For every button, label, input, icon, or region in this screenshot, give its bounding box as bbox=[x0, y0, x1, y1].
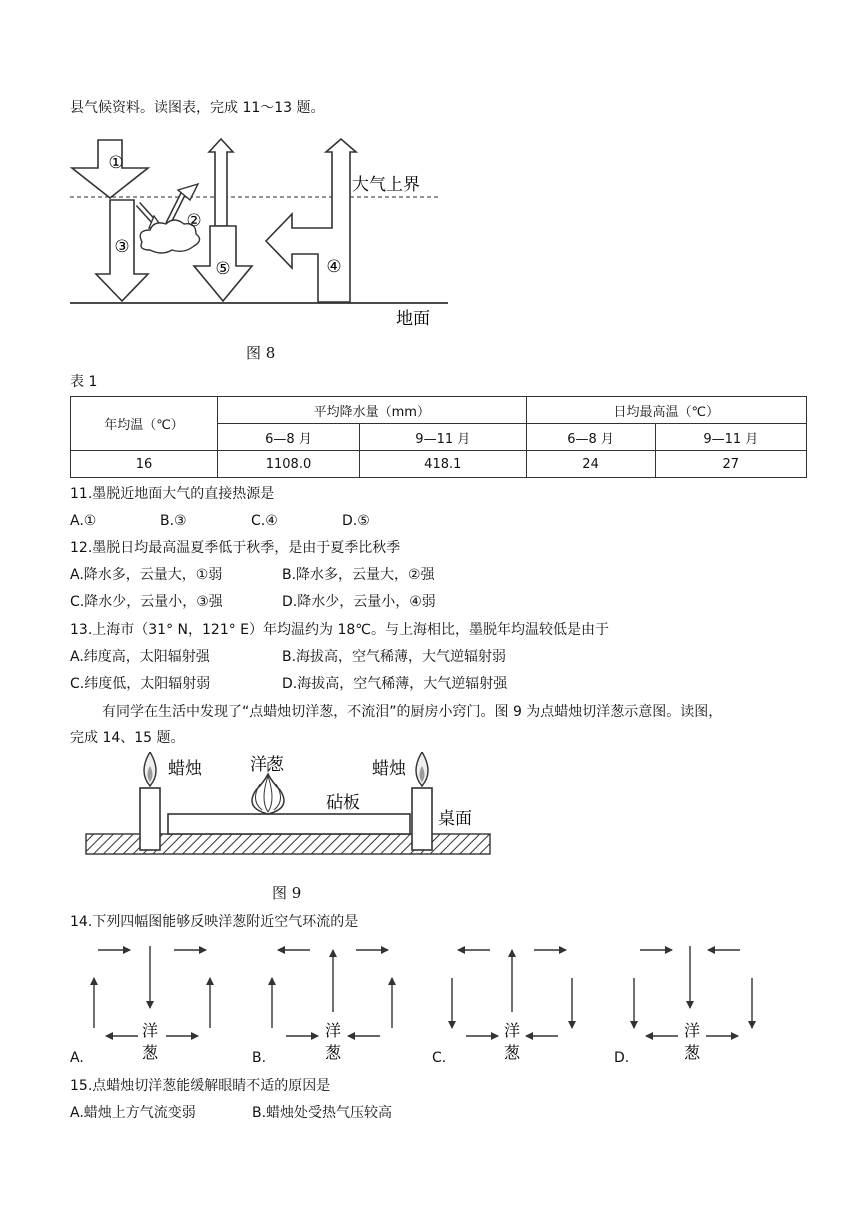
label-1: ① bbox=[108, 153, 124, 173]
q13-option-b: B.海拔高，空气稀薄，大气逆辐射弱 bbox=[282, 649, 507, 665]
onion-label-a2: 葱 bbox=[141, 1043, 159, 1062]
figure-8-caption: 图 8 bbox=[246, 344, 276, 362]
label-board: 砧板 bbox=[326, 793, 360, 813]
arrow-2 bbox=[209, 139, 233, 226]
figure-9-diagram bbox=[76, 752, 496, 902]
q11-stem: 11.墨脱近地面大气的直接热源是 bbox=[70, 486, 275, 502]
q13-option-a: A.纬度高，太阳辐射强 bbox=[70, 649, 210, 665]
passage-2-line-1: 有同学在生活中发现了“点蜡烛切洋葱，不流泪”的厨房小窍门。图 9 为点蜡烛切洋葱示意图。读图， bbox=[102, 704, 723, 720]
q12-option-a: A.降水多，云量大，①弱 bbox=[70, 567, 223, 583]
sub-header: 9—11 月 bbox=[359, 424, 526, 451]
passage-2-line-2: 完成 14、15 题。 bbox=[70, 730, 185, 746]
sub-header: 6—8 月 bbox=[526, 424, 655, 451]
label-candle-left: 蜡烛 bbox=[168, 759, 202, 779]
cell: 27 bbox=[655, 451, 806, 478]
climate-table bbox=[70, 396, 807, 478]
circulation-options bbox=[66, 940, 786, 1070]
q14-option-d: D. bbox=[614, 1050, 630, 1066]
cell: 418.1 bbox=[359, 451, 526, 478]
onion-label-b1: 洋 bbox=[324, 1021, 342, 1040]
label-3: ③ bbox=[114, 237, 130, 257]
onion-icon bbox=[252, 774, 284, 814]
q12-option-b: B.降水多，云量大，②强 bbox=[282, 567, 435, 583]
q15-option-b: B.蜡烛处受热气压较高 bbox=[252, 1105, 393, 1121]
q15-option-a: A.蜡烛上方气流变弱 bbox=[70, 1105, 196, 1121]
label-4: ④ bbox=[326, 257, 342, 277]
intro-text: 县气候资料。读图表，完成 11～13 题。 bbox=[70, 100, 325, 116]
q11-option-b: B.③ bbox=[160, 513, 187, 529]
arrow-4 bbox=[266, 139, 356, 302]
sub-header: 9—11 月 bbox=[655, 424, 806, 451]
onion-label-a1: 洋 bbox=[141, 1021, 159, 1040]
onion-label-c1: 洋 bbox=[503, 1021, 521, 1040]
candle-left bbox=[140, 788, 160, 850]
q14-stem: 14.下列四幅图能够反映洋葱附近空气环流的是 bbox=[70, 914, 359, 930]
header-precip: 平均降水量（mm） bbox=[218, 397, 527, 424]
q12-option-c: C.降水少，云量小，③强 bbox=[70, 594, 223, 610]
q11-option-c: C.④ bbox=[251, 513, 278, 529]
label-desk: 桌面 bbox=[438, 809, 472, 829]
onion-label-b2: 葱 bbox=[324, 1043, 342, 1062]
q12-stem: 12.墨脱日均最高温夏季低于秋季，是由于夏季比秋季 bbox=[70, 540, 401, 556]
q13-option-c: C.纬度低，太阳辐射弱 bbox=[70, 676, 211, 692]
table-title: 表 1 bbox=[70, 374, 98, 390]
q14-option-c: C. bbox=[432, 1050, 447, 1066]
onion-label-d1: 洋 bbox=[683, 1021, 701, 1040]
q11-option-d: D.⑤ bbox=[342, 513, 370, 529]
q14-option-a: A. bbox=[70, 1050, 84, 1066]
q15-stem: 15.点蜡烛切洋葱能缓解眼睛不适的原因是 bbox=[70, 1078, 331, 1094]
header-annual-temp: 年均温（℃） bbox=[71, 397, 218, 451]
q11-option-a: A.① bbox=[70, 513, 97, 529]
onion-label-d2: 葱 bbox=[683, 1043, 701, 1062]
cell: 1108.0 bbox=[218, 451, 360, 478]
q12-option-d: D.降水少，云量小，④弱 bbox=[282, 594, 436, 610]
candle-right bbox=[412, 788, 432, 850]
q13-option-d: D.海拔高，空气稀薄，大气逆辐射强 bbox=[282, 676, 508, 692]
label-2: ② bbox=[186, 211, 202, 231]
onion-label-c2: 葱 bbox=[503, 1043, 521, 1062]
label-onion: 洋葱 bbox=[250, 755, 284, 775]
q13-stem: 13.上海市（31° N，121° E）年均温约为 18℃。与上海相比，墨脱年均温较低是由于 bbox=[70, 622, 610, 638]
cell: 16 bbox=[71, 451, 218, 478]
figure-9-caption: 图 9 bbox=[272, 884, 302, 902]
label-ground: 地面 bbox=[396, 309, 430, 329]
label-5: ⑤ bbox=[215, 259, 231, 279]
cell: 24 bbox=[526, 451, 655, 478]
header-max-temp: 日均最高温（℃） bbox=[526, 397, 806, 424]
label-candle-right: 蜡烛 bbox=[372, 759, 406, 779]
sub-header: 6—8 月 bbox=[218, 424, 360, 451]
label-atmosphere-top: 大气上界 bbox=[352, 175, 420, 195]
q14-option-b: B. bbox=[252, 1050, 267, 1066]
figure-8-diagram bbox=[66, 134, 456, 334]
cutting-board bbox=[168, 814, 410, 834]
